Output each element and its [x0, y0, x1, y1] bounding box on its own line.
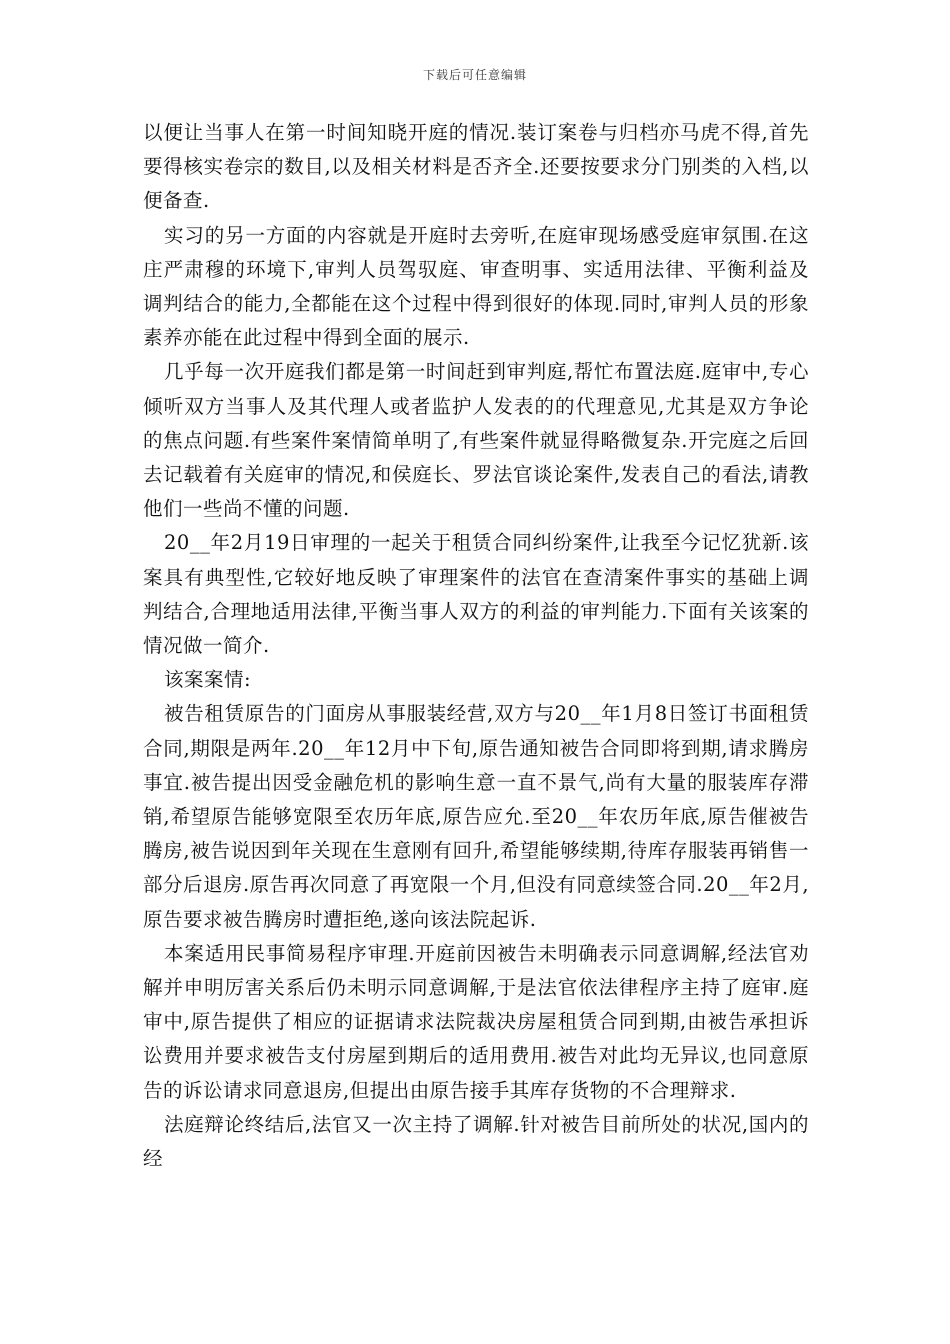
document-body: [143, 116, 809, 1176]
paragraph-attending-trials: 几乎每一次开庭我们都是第一时间赶到审判庭,帮忙布置法庭.庭审中,专心倾听双方当事人及其代理人或者监护人发表的的代理意见,尤其是双方争论的焦点问题.有些案件案情简单明了,有些案件就显得略微复杂.开完庭之后回去记载着有关庭审的情况,和侯庭长、罗法官谈论案件,发表自己的看法,请教他们一些尚不懂的问题.: [143, 360, 809, 521]
page-header: 下载后可任意编辑: [422, 68, 527, 82]
paragraph-case-heading: 该案案情:: [164, 668, 252, 692]
paragraph-trial-procedure: 本案适用民事简易程序审理.开庭前因被告未明确表示同意调解,经法官劝解并申明厉害关系后仍未明示同意调解,于是法官依法律程序主持了庭审.庭审中,原告提供了相应的证据请求法院裁决房屋租赁合同到期,由被告承担诉讼费用并要求被告支付房屋到期后的适用费用.被告对此均无异议,也同意原告的诉讼请求同意退房,但提出由原告接手其库存货物的不合理辩求.: [143, 941, 809, 1102]
paragraph-lease-case-intro: 20__年2月19日审理的一起关于租赁合同纠纷案件,让我至今记忆犹新.该案具有典型性,它较好地反映了审理案件的法官在查清案件事实的基础上调判结合,合理地适用法律,平衡当事人双方的利益的审判能力.下面有关该案的情况做一简介.: [143, 531, 809, 658]
paragraph-mediation: 法庭辩论终结后,法官又一次主持了调解.针对被告目前所处的状况,国内的经: [143, 1112, 809, 1171]
paragraph-court-observation: 实习的另一方面的内容就是开庭时去旁听,在庭审现场感受庭审氛围.在这庄严肃穆的环境下,审判人员驾驭庭、审查明事、实适用法律、平衡利益及调判结合的能力,全都能在这个过程中得到很好的体现.同时,审判人员的形象素养亦能在此过程中得到全面的展示.: [143, 223, 809, 350]
paragraph-continuation: 以便让当事人在第一时间知晓开庭的情况.装订案卷与归档亦马虎不得,首先要得核实卷宗的数目,以及相关材料是否齐全.还要按要求分门别类的入档,以便备查.: [143, 121, 809, 213]
paragraph-case-facts: 被告租赁原告的门面房从事服装经营,双方与20__年1月8日签订书面租赁合同,期限是两年.20__年12月中下旬,原告通知被告合同即将到期,请求腾房事宜.被告提出因受金融危机的影响生意一直不景气,尚有大量的服装库存滞销,希望原告能够宽限至农历年底,原告应允.至20__年农历年底,原告催被告腾房,被告说因到年关现在生意刚有回升,希望能够续期,待库存服装再销售一部分后退房.原告再次同意了再宽限一个月,但没有同意续签合同.20__年2月,原告要求被告腾房时遭拒绝,遂向该法院起诉.: [143, 702, 810, 931]
